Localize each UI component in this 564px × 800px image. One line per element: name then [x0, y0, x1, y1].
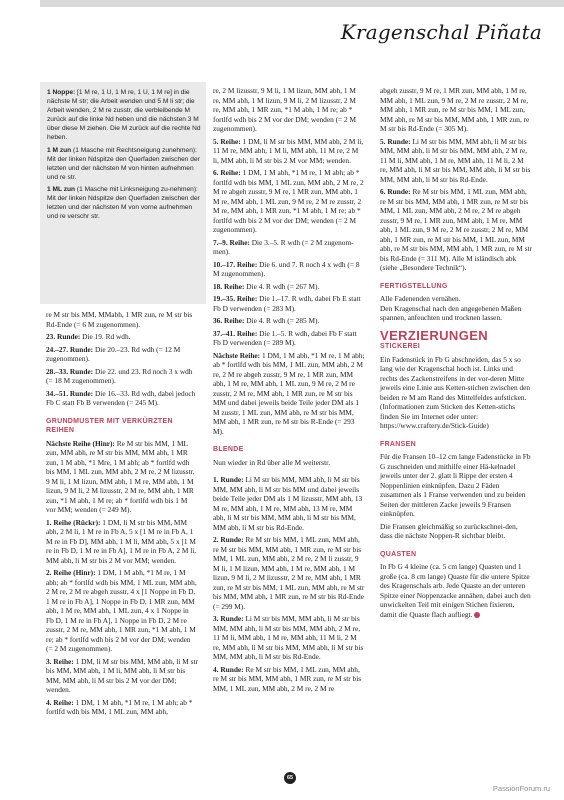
instruction-lead: 6. Reihe: [213, 168, 241, 177]
instruction-lead: 5. Reihe: [213, 136, 241, 146]
instruction-lead: 23. Runde: [46, 332, 81, 341]
column-2 [213, 86, 365, 696]
page-title: Kragenschal Piñata [340, 20, 542, 44]
instruction-text: Re M str bis MM, 1 ML zun, MM abh, re M str bis MM, MM abh, 1 MR zun, re M str bis MM, 1 ML zun, MM abh, 2 M re, 2 M li zusstr, 9 M li, 1 M lizun, MM abh, 1 M re, MM abh, 1 M lizun, 9 M li, 2 M lizusstr, 2 M re, MM abh, 1 MR zun, re M str bis MM, 1 ML zun, MM abh, re M str bis MM, MM abh, 1 MR zun, re M str bis Rd-Ende (= 299 M). [213, 535, 365, 611]
technique-term: 1 Noppe: [47, 89, 76, 96]
instruction-text: Die 19. Rd wdh. [80, 332, 131, 341]
instruction-text: Die 4. R wdh (= 267 M). [244, 281, 320, 291]
instruction-text: Die 6. und 7. R noch 4 x wdh (= 8 M zugenommen). [213, 259, 360, 278]
instruction-lead: 3. Reihe: [46, 656, 74, 666]
instruction-lead: 1. Runde: [213, 475, 244, 484]
instruction-paragraph [46, 439, 198, 515]
technique-item [47, 185, 201, 221]
instruction-text: Re M str bis MM, 1 ML zun, MM abh, re M str bis MM, MM abh, 1 MR zun, re M str bis MM, 1 ML zun, MM abh, 2 M re, 2 M re [213, 664, 362, 693]
instruction-paragraph [213, 238, 365, 257]
instruction-paragraph [46, 389, 198, 408]
instruction-lead: 3. Runde: [213, 614, 244, 623]
instruction-paragraph [213, 282, 365, 292]
instruction-paragraph [213, 614, 365, 662]
instruction-text: Die 22. und 23. Rd noch 3 x wdh (= 18 M zugenommen). [46, 366, 193, 385]
page-number: 65 [284, 772, 296, 784]
quasten-text-body: In Fb G 4 kleine (ca. 5 cm lange) Quasten und 1 große (ca. 8 cm lange) Quaste für die untere Spitze des Kragenschals arb. Jede Quaste an der unteren Spitze einer Noppenzacke annähen, dabei auch den unwickelten Teil mit einigen Stichen fixieren, damit die Quaste flach aufliegt. [380, 562, 531, 619]
technique-item [47, 88, 201, 143]
instruction-paragraph [46, 568, 198, 654]
instruction-text: Li M str bis MM, MM abh, li M str bis MM, MM abh, li M str bis MM, MM abh, 2 M re, 11 M li, MM abh, 1 M re, MM abh, 11 M li, 2 M re, MM abh, li M str bis MM, MM abh, li M str bis MM, MM abh, li M str bis Rd-Ende. [380, 136, 531, 184]
instruction-lead: 24.–27. Runde: [46, 344, 94, 354]
instruction-text: Li M str bis MM, MM abh, li M str bis MM, MM abh, li M str bis MM, MM abh, 2 M re, 11 M li, MM abh, 1 M re, MM abh, 11 M li, 2 M re, MM abh, li M str bis MM, MM abh, li M str bis MM, MM abh, li M str bis Rd-Ende. [213, 614, 364, 661]
instruction-paragraph [380, 137, 532, 185]
end-mark-icon [474, 612, 480, 618]
fransen-text-2: Die Fransen gleichmäßig so zurückschnei-den, dass die nächste Noppen-R sichtbar bleibt. [380, 521, 518, 540]
technique-text: [1 M re, 1 U, 1 M re, 1 U, 1 M re] in die nächste M str; die Arbeit wenden und 5 M li str; die Arbeit wenden, 2 M re zusstr, die verbleibende M zurück auf die linke Nd heben und die nächsten 3 M über diese M ziehen. Die M zurück auf die rechte Nd heben. [47, 89, 201, 142]
instruction-lead: Nächste Reihe: [213, 350, 261, 360]
instruction-paragraph [213, 665, 365, 694]
instruction-lead: 2. Runde: [213, 535, 244, 544]
instruction-paragraph [46, 367, 198, 386]
section-heading-blende: BLENDE [213, 446, 244, 453]
fertigstellung-text: Alle Fadenenden vernähen. Den Kragenschal nach den angegebenen Maßen spannen, anfeuchten und trocknen lassen. [380, 294, 522, 322]
quasten-text [380, 562, 532, 619]
instruction-lead: 18. Reihe: [213, 281, 245, 291]
technique-term: 1 ML zun [47, 185, 76, 193]
instruction-text: 1 DM, 1 M abh, *1 M re, 1 M abh; ab * fortlfd wdh bis MM, 1 ML zun, MM abh, 2 M re, 2 M re abgeh zusstr, 9 M re, 1 MR zun, MM abh, 1 M re, MM abh, 1 ML zun, 9 M re, 2 M re zusstr, 2 M re, MM abh, 1 MR zun, re M str bis MM und dabei jeweils beide Teile jeder DM als 1 M zusstr, 1 ML zun, MM abh, re M str bis MM, MM abh, 1 MR zun, re M str bis R-Ende (= 293 M). [213, 350, 365, 436]
instruction-text: Re M str bis MM, 1 ML zun, MM abh, re M str bis MM, MM abh, 1 MR zun, 1 M abh, *1 Mre, 1 M abh; ab * fortlfd wdh bis MM, 1 ML zun, MM abh, 2 M re, 2 M lizusstr, 9 M li, 1 M lizun, MM abh, 1 M re, MM abh, 1 M lizun, 9 M li, 2 M lizusstr, 2 M re, MM abh, 1 MR zun, *1 M abh, 1 M re; ab * fortlfd wdh bis 1 M vor MM; wenden (= 249 M). [46, 438, 195, 514]
technique-item [47, 146, 201, 182]
instruction-paragraph [213, 329, 365, 348]
section-heading-stickerei: STICKEREI [380, 343, 421, 350]
instruction-lead: 28.–33. Runde: [46, 366, 94, 376]
instruction-lead: 37.–41. Reihe: [213, 328, 258, 338]
instruction-text: 1 DM, li M str bis MM, MM abh, li M str bis MM, MM abh, 1 M li, MM abh, li M str bis MM, MM abh, li M str bis 2 M vor der DM; wenden. [46, 656, 198, 694]
instruction-paragraph [46, 657, 198, 695]
instruction-text: Die 20.–23. Rd wdh (= 12 M zugenommen). [46, 344, 181, 363]
instruction-paragraph [213, 351, 365, 437]
instruction-paragraph [213, 294, 365, 313]
instruction-text: 1 DM, li M str bis MM, MM abh, 2 M li, 11 M re, MM abh, 1 M li, MM abh, 11 M re, 2 M li, MM abh, li M str bis 2 M vor MM; wenden. [213, 136, 364, 165]
instruction-text: Die 4. R wdh (= 285 M). [244, 316, 320, 325]
instruction-text: Die 16.–33. Rd wdh, dabei jedoch Fb C statt Fb B verwenden (= 245 M). [46, 388, 196, 407]
top-bar [40, 0, 564, 7]
instruction-paragraph [213, 260, 365, 279]
instruction-text: 1 DM, 1 M abh, *1 M re, 1 M abh; ab * fortlfd wdh bis MM, 1 ML zun, MM abh, 2 M re, 2 M re abgeh zusstr, 9 M re, 1 MR zun, MM abh, 1 M re, MM abh, 1 ML zun, 9 M re, 2 M re zusstr, 2 M re, MM abh, 1 MR zun, *1 M abh, 1 M re; ab * fortlfd wdh bis 2 M vor der DM; wenden (= 2 M zugenommen). [213, 168, 364, 234]
instruction-lead: 7.–9. Reihe: [213, 237, 250, 247]
technique-text: (1 Masche mit Rechtsneigung zunehmen): Mit der linken Ndspitze den Querfaden zwischen der letzten und der nächsten M von hinten aufnehmen und re str. [47, 146, 200, 181]
instruction-text: abgeh zusstr, 9 M re, 1 MR zun, MM abh, 1 M re, MM abh, 1 ML zun, 9 M re, 2 M re zusstr, 2 M re, MM abh, 1 MR zun, re M str bis MM, 1 ML zun, MM abh, re M str bis MM, MM abh, 1 MR zun, re M str bis Rd-Ende (= 305 M). [380, 86, 530, 133]
section-heading-fertigstellung: FERTIGSTELLUNG [380, 282, 448, 290]
instruction-paragraph [46, 518, 198, 566]
instruction-paragraph [213, 535, 365, 611]
instruction-paragraph [213, 475, 365, 532]
instruction-lead: 5. Runde: [380, 136, 411, 146]
instruction-text: Die 3.–5. R wdh (= 2 M zugenom-men). [213, 237, 354, 256]
instruction-lead: 1. Reihe (Rückr): [46, 517, 101, 527]
instruction-text: 1 DM, li M str bis MM, MM abh, 2 M li, 1 M re in Fb A, 5 x [1 M re in Fb A, 1 M re in Fb D], MM abh, 1 M li, MM abh, 5 x [1 M re in Fb D, 1 M re in Fb A], 1 M re in Fb A, 2 M li, MM abh, li M str bis 2 M vor MM; wenden. [46, 517, 197, 565]
section-heading-grundmuster: GRUNDMUSTER MIT VERKÜRZTEN REIHEN [46, 417, 173, 434]
instruction-lead: 4. Runde: [213, 664, 244, 674]
instruction-paragraph [213, 86, 365, 134]
column-3 [380, 86, 532, 622]
instruction-text: Re M str bis MM, 1 ML zun, MM abh, re M str bis MM, MM abh, 1 MR zun, re M str bis MM, 1 ML zun, MM abh, 2 M re, 2 M re abgeh zusstr, 9 M re, 1 MR zun, MM abh, 1 M re, MM abh, 1 ML zun, 9 M re, 2 M re zusstr, 2 M re, MM abh, 1 MR zun, re M str bis MM, 1 ML zun, MM abh, re M str bis MM, MM abh, 1 MR zun, re M str bis Rd-Ende (= 311 M). Alle M isländisch abk (siehe „Besondere Technik“). [380, 187, 532, 272]
instruction-text: re M str bis MM, MMabh, 1 MR zun, re M str bis Rd-Ende (= 6 M zugenommen). [46, 310, 193, 329]
instruction-paragraph [213, 137, 365, 166]
instruction-paragraph [46, 698, 198, 717]
fransen-text: Für die Fransen 10–12 cm lange Fadenstücke in Fb G zuschneiden und mithilfe einer Hä-kelnadel jeweils unter der 2. glatt li Rippe der ersten 4 Noppenlinien einknüpfen. Dazu 2 Fäden zusammen als 1 Franse verwenden und zu beiden Seiten der mittleren Zacke jeweils 9 Fransen einknüpfen. [380, 452, 531, 518]
instruction-text: 1 DM, 1 M abh, *1 M re, 1 M abh; ab * fortlfd wdh bis MM, 1 ML zun, MM abh, 2 M re, 2 M re abgeh zusstr, 4 x [1 Noppe in Fb D, 1 M re in Fb A], 1 Noppe in Fb D, 1 MR zun, MM abh, 1 M re, MM abh, 1 ML zun, 4 x 1 Noppe in Fb D, 1 M re in Fb A], 1 Noppe in Fb D, 2 M re zusstr, 2 M re, MM abh, 1 MR zun, *1 M abh, 1 M re; ab * fortlfd wdh bis 2 M vor der DM; wenden (= 2 M zugenommen). [46, 568, 197, 653]
instruction-lead: 10.–17. Reihe: [213, 259, 258, 269]
column-1 [46, 310, 198, 720]
instruction-lead: 34.–51. Runde: [46, 388, 94, 398]
instruction-text: 1 DM, 1 M abh, *1 M re, 1 M abh; ab * fortlfd wdh bis MM, 1 ML zun, MM abh, [46, 697, 193, 716]
instruction-paragraph [380, 86, 532, 134]
blende-intro: Nun wieder in Rd über alle M weiterstr. [213, 457, 331, 467]
instruction-lead: 4. Reihe: [46, 697, 74, 707]
instruction-text: Li M str bis MM, MM abh, li M str bis MM, MM abh, li M str bis MM und dabei jeweils beide Teile jeder DM als 1 M lizusstr, MM abh, 13 M re, MM abh, 1 M re, MM abh, 13 M re, MM abh, li M str bis MM, MM abh, li M str bis MM, MM abh, li M str bis Rd-Ende. [213, 475, 363, 532]
instruction-lead: 6. Runde: [380, 187, 411, 196]
instruction-paragraph [46, 345, 198, 364]
instruction-text: re, 2 M lizusstr, 9 M li, 1 M lizun, MM abh, 1 M re, MM abh, 1 M lizun, 9 M li, 2 M lizusstr, 2 M re, MM abh, 1 MR zun, *1 M abh, 1 M re; ab * fortlfd wdh bis 2 M vor der DM; wenden (= 2 M zugenommen). [213, 86, 357, 133]
instruction-lead: 36. Reihe: [213, 316, 245, 325]
instruction-paragraph [213, 316, 365, 326]
section-heading-fransen: FRANSEN [380, 440, 416, 448]
instruction-paragraph [46, 310, 198, 329]
watermark: PassionForum.ru [492, 784, 550, 793]
instruction-lead: Nächste Reihe (Hinr): [46, 438, 115, 448]
section-heading-quasten: QUASTEN [380, 550, 417, 558]
instruction-paragraph [380, 187, 532, 273]
stickerei-text: Ein Fadenstück in Fb G abschneiden, das 5 x so lang wie der Kragenschal hoch ist. Links und rechts des Zackenstreifens in der vor-deren Mitte jeweils eine Linie aus Ketten-stichen zwischen den beiden re M am Rand des Mittelfeldes aufsticken. (Informationen zum Sticken des Ketten-stichs finden Sie im Internet oder unter: https://www.craftery.de/Stick-Guide) [380, 354, 531, 430]
instruction-text: Die 1.–5. R wdh, dabei Fb F statt Fb D verwenden (= 289 M). [213, 328, 357, 347]
section-heading-verzierungen: VERZIERUNGEN [380, 327, 489, 343]
instruction-paragraph [46, 332, 198, 342]
instruction-text: Die 1.–17. R wdh, dabei Fb E statt Fb D verwenden (= 283 M). [213, 294, 361, 313]
instruction-paragraph [213, 168, 365, 235]
technique-box [40, 82, 206, 304]
instruction-lead: 19.–35. Reihe: [213, 294, 258, 303]
technique-term: 1 M zun [47, 146, 72, 154]
instruction-lead: 2. Reihe (Hinr): [46, 568, 96, 577]
technique-text: (1 Masche mit Linksneigung zu-nehmen): Mit der linken Ndspitze den Querfaden zwischen der letzten und der nächsten M von vorne aufnehmen und re verschr str. [47, 185, 200, 221]
